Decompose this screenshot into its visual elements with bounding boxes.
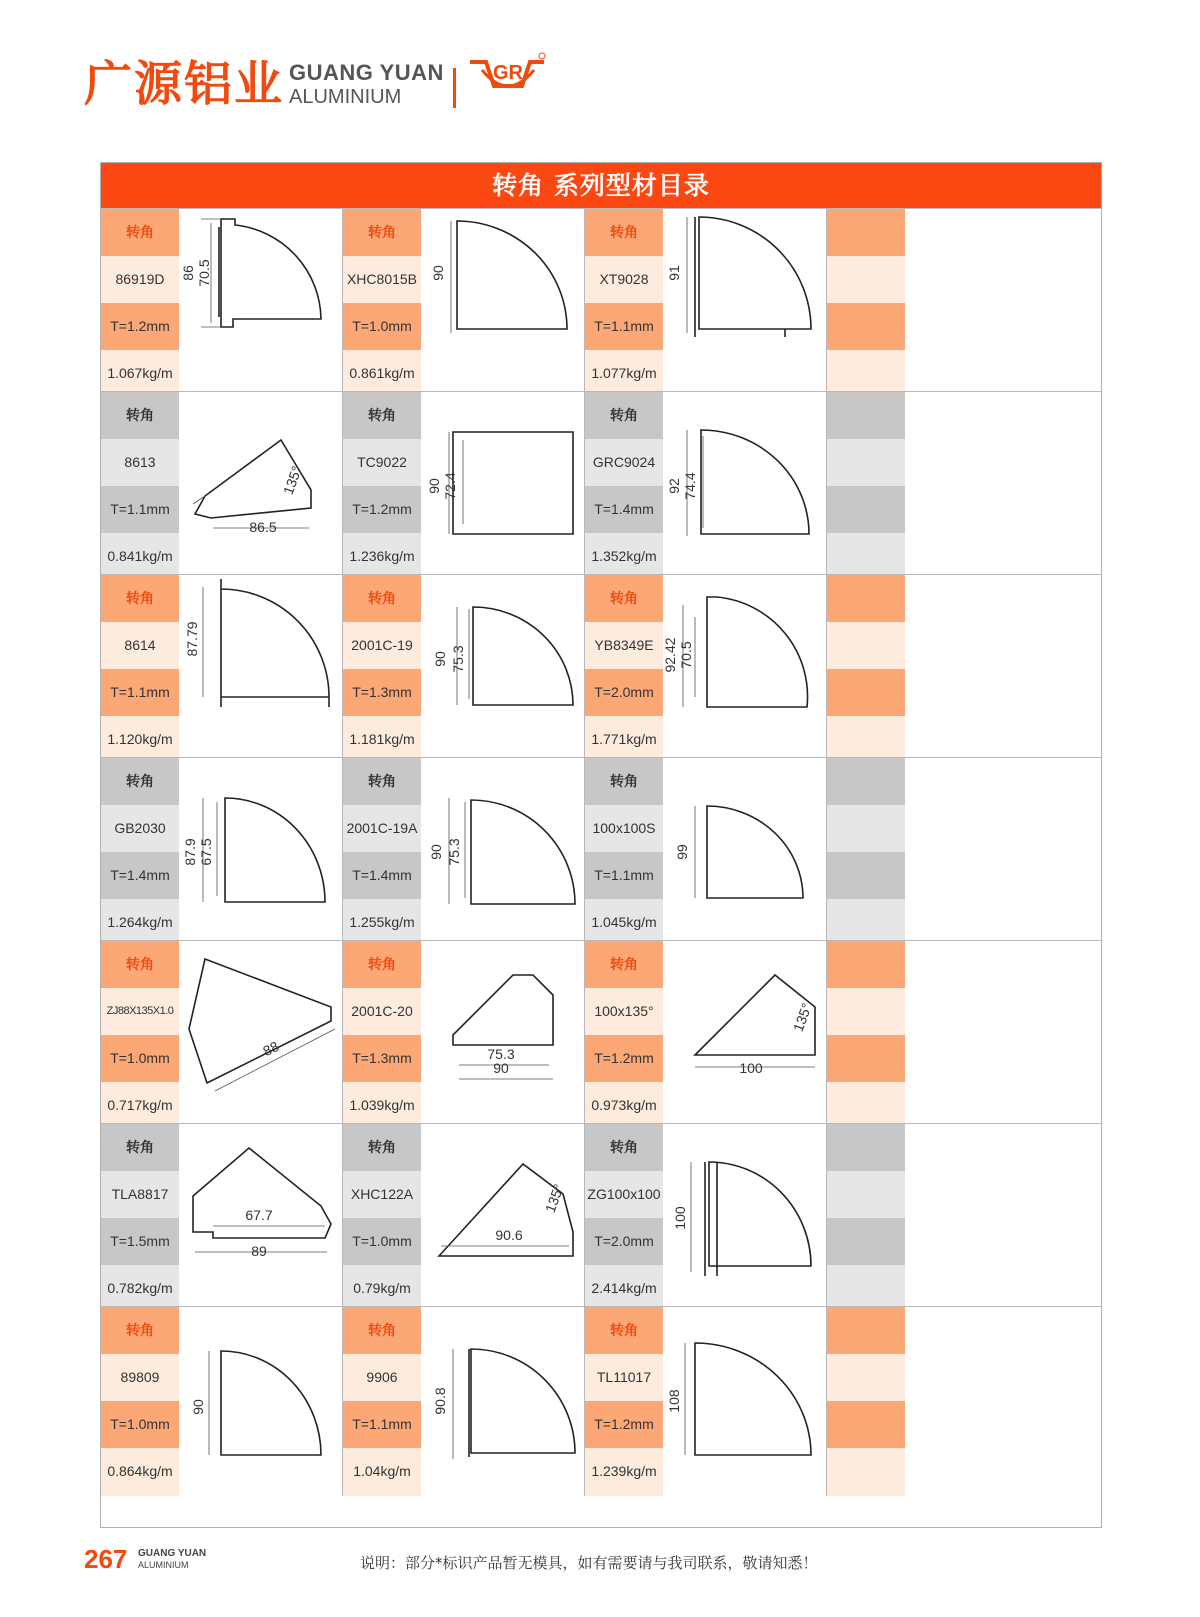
profile-category: 转角 [343,1307,421,1354]
profile-outline [221,579,329,707]
profile-entry [585,392,827,581]
profile-code: TC9022 [343,439,421,486]
catalog-row [101,208,1101,398]
empty-cell [827,392,905,439]
profile-category: 转角 [585,1307,663,1354]
empty-cell [827,1171,905,1218]
dimension-label: 108 [666,1389,682,1413]
footer-brand: GUANG YUAN [138,1548,207,1559]
profile-entry [343,1307,585,1496]
dimension-label: 72.4 [442,472,458,500]
profile-entry [101,941,343,1130]
dimension-label: 67.5 [198,838,214,866]
dimension-label: 87.9 [182,838,198,866]
profile-entry [101,392,343,581]
profile-drawing [423,579,589,760]
profile-thickness: T=1.1mm [343,1401,421,1448]
dimension-label: 92.42 [662,637,678,673]
empty-cell [827,669,905,716]
dimension-label: 89 [251,1243,267,1259]
dimension-label: 75.3 [450,645,466,673]
empty-cell [827,575,905,622]
profile-weight: 2.414kg/m [585,1265,663,1313]
profile-code: ZG100x100 [585,1171,663,1218]
profile-code: 86919D [101,256,179,303]
profile-entry [343,758,585,947]
dimension-label: 90.8 [432,1387,448,1415]
catalog-title: 转角 系列型材目录 [101,163,1101,208]
profile-entry [343,575,585,764]
dimension-label: 92 [666,478,682,494]
profile-drawing [181,762,347,943]
profile-entry [585,1124,827,1313]
profile-outline [469,1349,575,1457]
profile-thickness: T=1.2mm [343,486,421,533]
empty-cell [827,805,905,852]
empty-entry [827,1307,1069,1496]
profile-thickness: T=1.5mm [101,1218,179,1265]
brand-name-en: GUANG YUAN [289,60,444,85]
profile-entry [343,1124,585,1313]
profile-drawing [662,579,831,760]
profile-code: 2001C-19 [343,622,421,669]
profile-outline [193,1148,331,1238]
dimension-label: 90 [493,1060,509,1076]
empty-entry [827,575,1069,764]
profile-weight: 1.181kg/m [343,716,421,764]
profile-weight: 1.352kg/m [585,533,663,581]
dimension-label: 91 [666,265,682,281]
empty-cell [827,988,905,1035]
profile-category: 转角 [101,1124,179,1171]
profile-thickness: T=1.1mm [585,303,663,350]
profile-thickness: T=1.2mm [101,303,179,350]
profile-thickness: T=1.1mm [101,486,179,533]
profile-thickness: T=1.4mm [101,852,179,899]
profile-outline [219,219,321,327]
empty-cell [827,1218,905,1265]
profile-entry [343,209,585,398]
profile-weight: 1.077kg/m [585,350,663,398]
profile-weight: 1.04kg/m [343,1448,421,1496]
profile-weight: 1.255kg/m [343,899,421,947]
empty-cell [827,1401,905,1448]
profile-code: 2001C-20 [343,988,421,1035]
profile-weight: 0.782kg/m [101,1265,179,1313]
profile-category: 转角 [343,575,421,622]
profile-outline [707,806,803,898]
dimension-label: 90 [428,844,444,860]
brand-separator [453,68,456,108]
dimension-label: 90.6 [495,1227,523,1243]
page-number: 267 [84,1544,128,1574]
profile-weight: 1.239kg/m [585,1448,663,1496]
dimension-label: 70.5 [196,259,212,287]
profile-drawing [181,1311,347,1492]
empty-entry [827,1124,1069,1313]
profile-drawing [181,213,347,394]
dimension-label: 67.7 [245,1207,273,1223]
profile-drawing [423,1128,589,1309]
profile-drawing [665,762,831,943]
dimension-label: 90 [190,1399,206,1415]
empty-cell [827,1448,905,1496]
profile-thickness: T=2.0mm [585,669,663,716]
empty-cell [827,1035,905,1082]
profile-code: 100x135° [585,988,663,1035]
profile-weight: 1.039kg/m [343,1082,421,1130]
profile-entry [101,1307,343,1496]
dimension-label: 90 [426,478,442,494]
profile-category: 转角 [101,575,179,622]
dimension-label: 100 [739,1060,763,1076]
profile-weight: 1.120kg/m [101,716,179,764]
dimension-label: 86.5 [249,519,277,535]
profile-entry [585,758,827,947]
profile-drawing [423,396,589,577]
profile-entry [101,209,343,398]
profile-category: 转角 [101,209,179,256]
catalog-row [101,391,1101,581]
dimension-label: 88 [260,1037,282,1060]
dimension-label: 90 [432,651,448,667]
profile-code: TLA8817 [101,1171,179,1218]
profile-category: 转角 [585,758,663,805]
profile-outline [471,800,575,904]
profile-thickness: T=1.3mm [343,669,421,716]
empty-entry [827,392,1069,581]
dimension-label: 75.3 [446,838,462,866]
profile-catalog [100,162,1102,1528]
profile-code: 100x100S [585,805,663,852]
profile-thickness: T=1.1mm [585,852,663,899]
profile-weight: 0.864kg/m [101,1448,179,1496]
profile-thickness: T=1.0mm [101,1401,179,1448]
profile-drawing [423,213,589,394]
profile-code: ZJ88X135X1.0 [101,988,179,1035]
profile-drawing [665,945,831,1126]
dimension-label: 86 [180,265,196,281]
profile-category: 转角 [101,941,179,988]
logo-text: GR [493,62,523,84]
profile-thickness: T=1.4mm [343,852,421,899]
empty-cell [827,439,905,486]
dimension-label: 135° [279,463,305,497]
profile-weight: 1.045kg/m [585,899,663,947]
profile-code: 8614 [101,622,179,669]
profile-drawing [423,945,589,1126]
empty-cell [827,303,905,350]
empty-cell [827,1307,905,1354]
profile-drawing [665,396,831,577]
profile-code: 89809 [101,1354,179,1401]
dimension-label: 87.79 [184,621,200,657]
brand-name-cn: 广源铝业 [84,56,285,112]
profile-category: 转角 [343,392,421,439]
dimension-label: 99 [674,844,690,860]
profile-outline [453,975,553,1045]
empty-entry [827,209,1069,398]
dimension-label: 100 [672,1206,688,1230]
profile-weight: 1.236kg/m [343,533,421,581]
profile-code: GRC9024 [585,439,663,486]
empty-cell [827,758,905,805]
profile-outline [701,430,809,534]
profile-entry [585,1307,827,1496]
profile-category: 转角 [101,1307,179,1354]
profile-outline [189,959,331,1083]
profile-category: 转角 [343,758,421,805]
profile-entry [101,575,343,764]
catalog-row [101,757,1101,947]
profile-thickness: T=1.0mm [101,1035,179,1082]
profile-drawing [181,579,347,760]
empty-cell [827,852,905,899]
profile-category: 转角 [343,941,421,988]
empty-cell [827,941,905,988]
profile-thickness: T=1.2mm [585,1401,663,1448]
catalog-row [101,1123,1101,1313]
dimension-label: 135° [541,1181,567,1215]
profile-entry [585,209,827,398]
profile-drawing [665,213,831,394]
profile-category: 转角 [585,1124,663,1171]
profile-outline [457,221,567,329]
footer-brand-subtitle: ALUMINIUM [138,1560,189,1570]
empty-cell [827,622,905,669]
profile-outline [705,1162,811,1276]
profile-thickness: T=1.2mm [585,1035,663,1082]
profile-entry [101,1124,343,1313]
profile-weight: 0.861kg/m [343,350,421,398]
dimension-label: 74.4 [682,472,698,500]
profile-outline [695,217,811,337]
dimension-label: 135° [789,1000,815,1034]
dimension-line [215,1029,335,1091]
profile-code: TL11017 [585,1354,663,1401]
catalog-row [101,574,1101,764]
profile-code: 8613 [101,439,179,486]
empty-cell [827,1354,905,1401]
catalog-row [101,940,1101,1130]
empty-cell [827,256,905,303]
profile-thickness: T=1.4mm [585,486,663,533]
gr-logo-icon [468,52,548,102]
profile-thickness: T=2.0mm [585,1218,663,1265]
profile-code: XHC8015B [343,256,421,303]
profile-category: 转角 [585,209,663,256]
dimension-label: 75.3 [487,1046,515,1062]
empty-entry [827,941,1069,1130]
catalog-row [101,1306,1101,1496]
profile-code: 2001C-19A [343,805,421,852]
profile-category: 转角 [585,941,663,988]
profile-weight: 0.841kg/m [101,533,179,581]
profile-outline [473,607,573,705]
profile-outline [221,1351,321,1455]
profile-code: XHC122A [343,1171,421,1218]
profile-drawing [423,1311,589,1492]
profile-outline [695,1343,811,1455]
profile-thickness: T=1.1mm [101,669,179,716]
profile-thickness: T=1.0mm [343,1218,421,1265]
profile-weight: 0.717kg/m [101,1082,179,1130]
profile-weight: 0.79kg/m [343,1265,421,1313]
profile-entry [585,575,827,764]
empty-cell [827,486,905,533]
profile-category: 转角 [101,392,179,439]
empty-cell [827,209,905,256]
profile-entry [343,941,585,1130]
profile-weight: 0.973kg/m [585,1082,663,1130]
profile-code: 9906 [343,1354,421,1401]
profile-category: 转角 [343,209,421,256]
profile-drawing [665,1128,831,1309]
profile-drawing [665,1311,831,1492]
profile-category: 转角 [343,1124,421,1171]
profile-category: 转角 [101,758,179,805]
profile-thickness: T=1.0mm [343,303,421,350]
dimension-label: 90 [430,265,446,281]
brand-subtitle-en: ALUMINIUM [289,86,402,108]
profile-weight: 1.067kg/m [101,350,179,398]
profile-code: XT9028 [585,256,663,303]
profile-category: 转角 [585,392,663,439]
profile-outline [453,432,573,534]
profile-entry [101,758,343,947]
profile-code: GB2030 [101,805,179,852]
profile-drawing [423,762,589,943]
profile-category: 转角 [585,575,663,622]
profile-thickness: T=1.3mm [343,1035,421,1082]
dimension-label: 70.5 [678,641,694,669]
profile-outline [225,798,325,902]
profile-code: YB8349E [585,622,663,669]
profile-drawing [181,396,347,577]
profile-drawing [181,1128,347,1309]
profile-drawing [181,945,347,1126]
empty-cell [827,1124,905,1171]
profile-entry [343,392,585,581]
empty-entry [827,758,1069,947]
profile-weight: 1.264kg/m [101,899,179,947]
footer-note: 说明：部分*标识产品暂无模具，如有需要请与我司联系，敬请知悉！ [360,1554,818,1572]
profile-outline [707,597,808,707]
profile-weight: 1.771kg/m [585,716,663,764]
profile-entry [585,941,827,1130]
